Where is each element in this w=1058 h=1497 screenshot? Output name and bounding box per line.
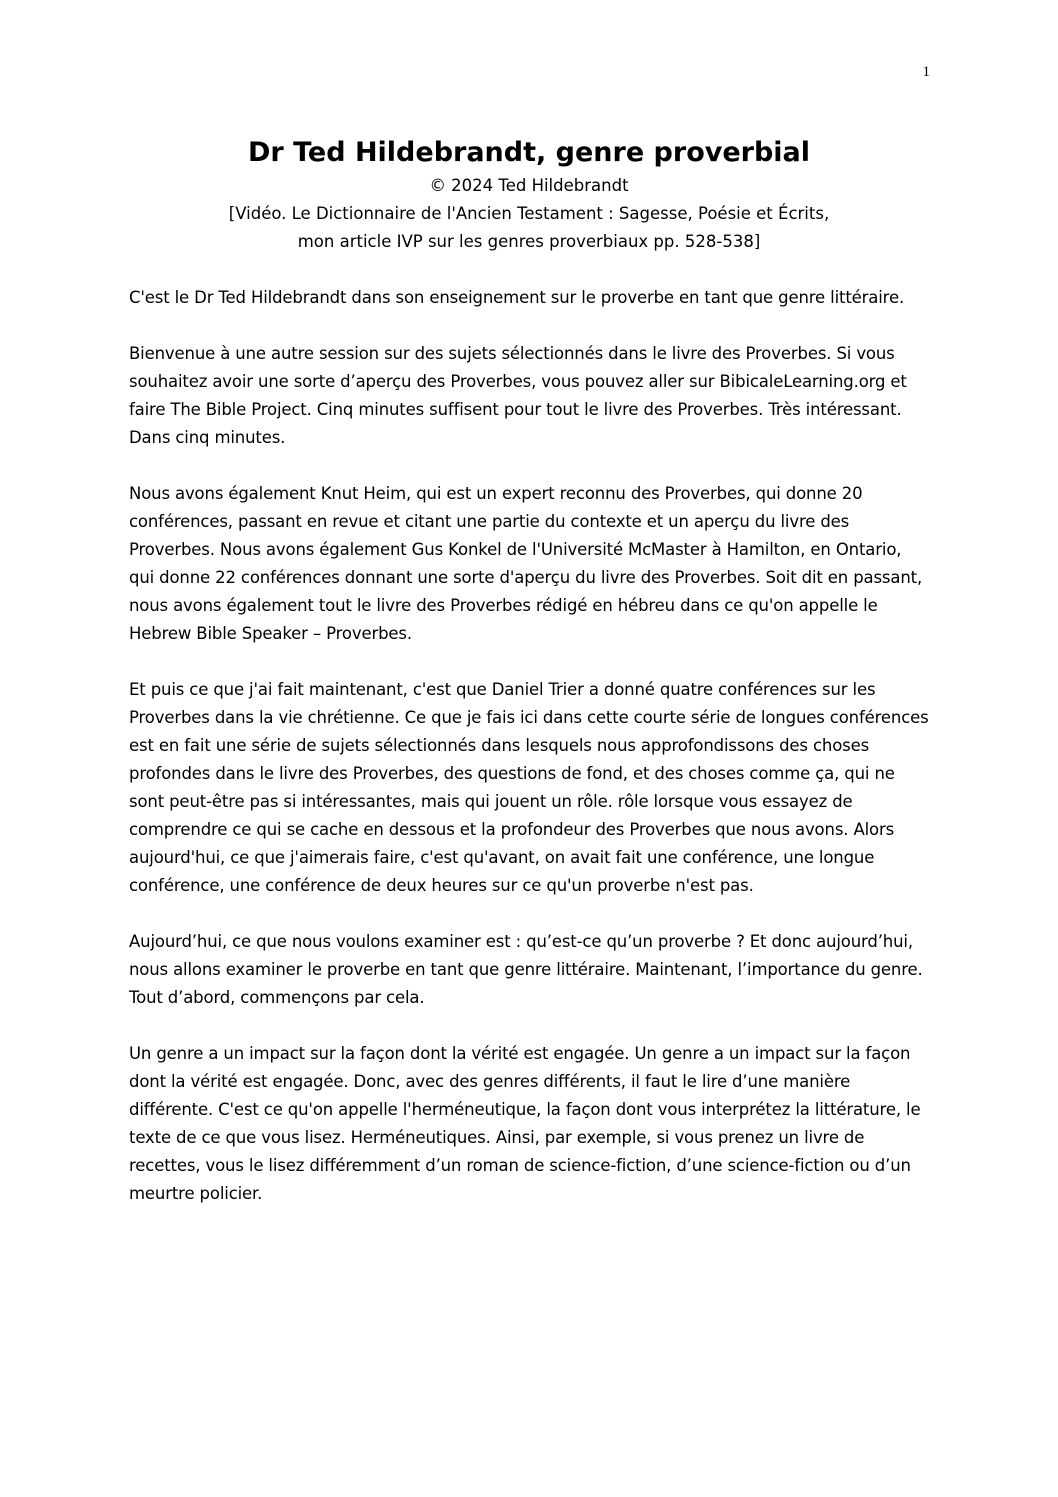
document-title: Dr Ted Hildebrandt, genre proverbial [247,137,811,168]
paragraph: Un genre a un impact sur la façon dont la vérité est engagée. Un genre a un impact sur la façon dont la vérité est engagée. Donc, avec des genres différents, il faut le lire d’une manière différente. C'est ce qu'on appelle l'herméneutique, la façon dont vous interprétez la littérature, le texte de ce que vous lisez. Herméneutiques. Ainsi, par exemple, si vous prenez un livre de recettes, vous le lisez différemment d’un roman de science-fiction, d’une science-fiction ou d’un meurtre policier. [129,1044,921,1203]
page-number: 1 [922,64,930,80]
paragraph: C'est le Dr Ted Hildebrandt dans son enseignement sur le proverbe en tant que genre littéraire. [129,288,905,307]
paragraph: Aujourd’hui, ce que nous voulons examiner est : qu’est-ce qu’un proverbe ? Et donc aujourd’hui, nous allons examiner le proverbe en tant que genre littéraire. Maintenant, l’importance du genre. Tout d’abord, commençons par cela. [129,932,923,1007]
paragraph: Nous avons également Knut Heim, qui est un expert reconnu des Proverbes, qui donne 20 conférences, passant en revue et citant une partie du contexte et un aperçu du livre des Proverbes. Nous avons également Gus Konkel de l'Université McMaster à Hamilton, en Ontario, qui donne 22 conférences donnant une sorte d'aperçu du livre des Proverbes. Soit dit en passant, nous avons également tout le livre des Proverbes rédigé en hébreu dans ce qu'on appelle le Hebrew Bible Speaker – Proverbes. [129,484,923,643]
paragraph: Et puis ce que j'ai fait maintenant, c'est que Daniel Trier a donné quatre conférences sur les Proverbes dans la vie chrétienne. Ce que je fais ici dans cette courte série de longues conférences est en fait une série de sujets sélectionnés dans lesquels nous approfondissons des choses profondes dans le livre des Proverbes, des questions de fond, et des choses comme ça, qui ne sont peut-être pas si intéressantes, mais qui jouent un rôle. rôle lorsque vous essayez de comprendre ce qui se cache en dessous et la profondeur des Proverbes que nous avons. Alors aujourd'hui, ce que j'aimerais faire, c'est qu'avant, on avait fait une conférence, une longue conférence, une conférence de deux heures sur ce qu'un proverbe n'est pas. [129,680,929,895]
paragraph: Bienvenue à une autre session sur des sujets sélectionnés dans le livre des Proverbes. Si vous souhaitez avoir une sorte d’aperçu des Proverbes, vous pouvez aller sur BibicaleLearning.org et faire The Bible Project. Cinq minutes suffisent pour tout le livre des Proverbes. Très intéressant. Dans cinq minutes. [129,344,907,447]
source-line-1: [Vidéo. Le Dictionnaire de l'Ancien Testament : Sagesse, Poésie et Écrits, [228,204,830,223]
document-header [0,134,1058,256]
source-line-2: mon article IVP sur les genres proverbiaux pp. 528-538] [297,232,761,251]
document-body [129,284,929,1236]
copyright-line: © 2024 Ted Hildebrandt [429,176,629,195]
